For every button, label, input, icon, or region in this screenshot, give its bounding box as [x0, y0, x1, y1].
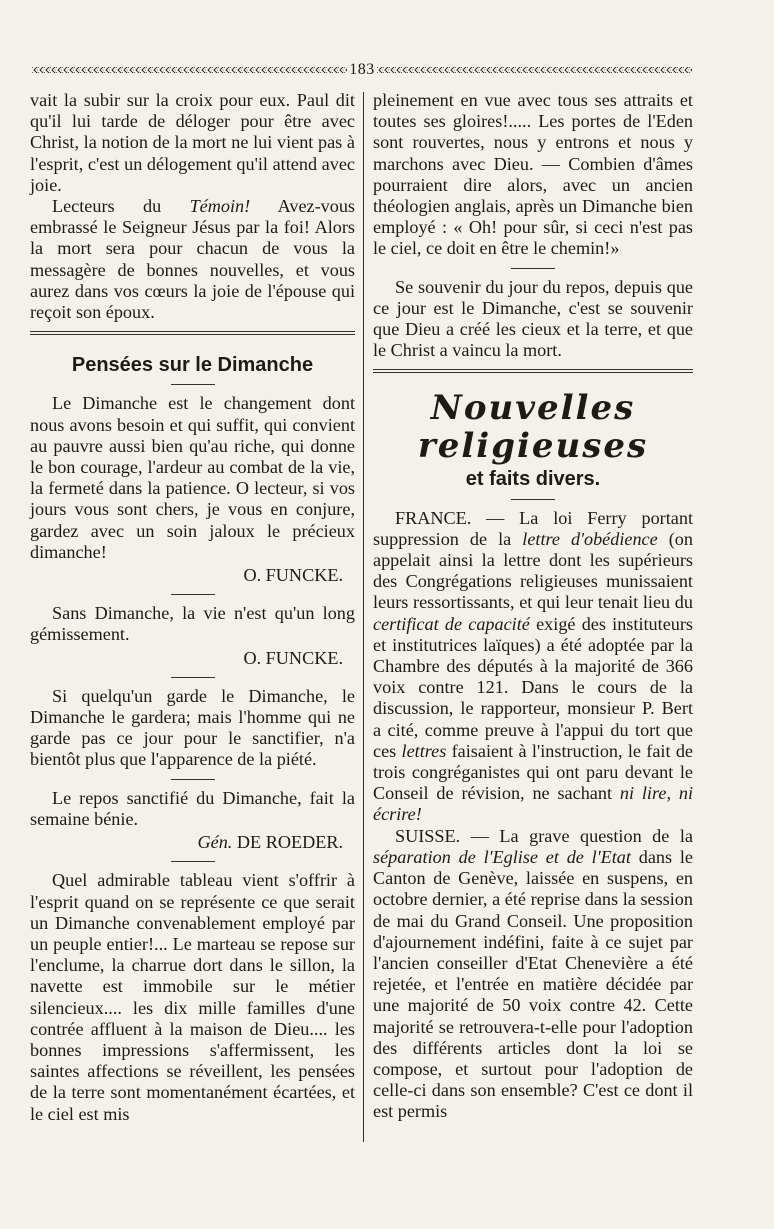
news-item-suisse: SUISSE. — La grave question de la séparation de l'Eglise et de l'Etat dans le Canton de Genève, laissée en suspens, en octobre dernier, a été reprise dans la session de mai du Grand Conseil. Une proposition d'ajournement indéfini, faite à ce sujet par l'ancien conseiller d'Etat Chenevière a été rejetée, et l'entrée en matière décidée par une majorité de 50 voix contre 42. Cette majorité se retrouvera-t-elle pour l'adoption des différents articles dont la loi se compose, et surtout pour l'adoption de celle-ci dans son ensemble? C'est ce dont il est permis — [373, 825, 694, 1122]
quote-author: Gén. DE ROEDER. — [197, 832, 343, 853]
dash-separator — [171, 779, 215, 780]
column-divider — [363, 92, 364, 1142]
header-rule-left — [32, 67, 347, 73]
dash-separator — [511, 268, 555, 269]
section-rule — [373, 369, 693, 373]
dash-separator — [171, 861, 215, 862]
quote: Le Dimanche est le changement dont nous avons besoin et qui suffit, qui convient au pauvre aussi bien qu'au riche, qui donne le bon courage, l'ardeur au combat de la vie, la fermeté dans la patience. O lecteur, si vos jours vous sont chers, je vous en conjure, gardez avec un soin jaloux le précieux dimanche! — [30, 393, 355, 562]
header-rule-right — [377, 67, 692, 73]
paragraph: Quel admirable tableau vient s'offrir à l'esprit quand on se représente ce que serait un Dimanche convenablement employé par un peuple entier!... Le marteau se repose sur l'enclume, la charrue dort dans le sillon, la navette est immobile sur le métier silencieux.... les dix mille familles d'une contrée affluent à la maison de Dieu.... les bonnes impressions s'affermissent, les saintes affections se réveillent, les pensées de la terre sont momentanément écartées, et le ciel est mis — [30, 870, 355, 1124]
dash-separator — [171, 594, 215, 595]
quote: Si quelqu'un garde le Dimanche, le Dimanche le gardera; mais l'homme qui ne garde pas ce jour pour le sanctifier, n'a bientôt plus que l'apparence de la piété. — [30, 685, 355, 770]
quote: Sans Dimanche, la vie n'est qu'un long gémissement. — [30, 603, 355, 645]
paragraph: Lecteurs du Témoin! Avez-vous embrassé le Seigneur Jésus par la foi! Alors la mort sera pour chacun de vous la messagère de bonnes nouvelles, et vous aurez dans vos cœurs la joie de l'épouse qui reçoit son époux. — [30, 196, 356, 323]
dash-separator — [511, 499, 555, 500]
right-column — [373, 90, 693, 1123]
paragraph: pleinement en vue avec tous ses attraits et toutes ses gloires!..... Les portes de l'Eden sont rouvertes, nous y entrons et nous y marchons avec Dieu. — Combien d'âmes pourraient dire alors, avec un ancien théologien anglais, après un Dimanche bien employé : « Oh! pour sûr, si ceci n'est pas le ciel, ce doit en être le chemin!» — [373, 90, 693, 259]
page-number: 183 — [349, 61, 375, 78]
section-heading: Nouvelles religieuses — [417, 388, 649, 467]
dash-separator — [171, 384, 215, 385]
dash-separator — [171, 677, 215, 678]
section-heading: Pensées sur le Dimanche — [71, 354, 314, 377]
quote-author: O. FUNCKE. — [243, 565, 343, 586]
section-rule — [30, 331, 355, 335]
news-item-france: FRANCE. — La loi Ferry portant suppression de la lettre d'obédience (on appelait ainsi la lettre dont les supérieurs des Congrégations religieuses munissaient leurs ressortissants, et qui leur tenait lieu du certificat de capacité exigé des instituteurs et institutrices laïques) a été adoptée par la Chambre des députés à la majorité de 366 voix contre 121. Dans le cours de la discussion, le rapporteur, monsieur P. Bert a cité, comme preuve à l'appui du tort que ces lettres faisaient à l'instruction, le fait de trois congréganistes qui ont paru devant le Conseil de révision, ne sachant ni lire, ni écrire! — [373, 507, 693, 825]
paragraph: vait la subir sur la croix pour eux. Paul dit qu'il lui tarde de déloger pour être avec Christ, la notion de la mort ne lui vient pas à l'esprit, c'est un délogement qu'il attend avec joie. — [30, 90, 355, 195]
paragraph: Se souvenir du jour du repos, depuis que ce jour est le Dimanche, c'est se souvenir que Dieu a créé les cieux et la terre, et que le Christ a vaincu la mort. — [373, 276, 693, 361]
quote-author: O. FUNCKE. — [243, 647, 343, 668]
quote: Le repos sanctifié du Dimanche, fait la semaine bénie. — [30, 787, 355, 829]
section-subheading: et faits divers. — [465, 468, 601, 491]
page-header — [32, 62, 692, 78]
left-column — [30, 90, 355, 1125]
